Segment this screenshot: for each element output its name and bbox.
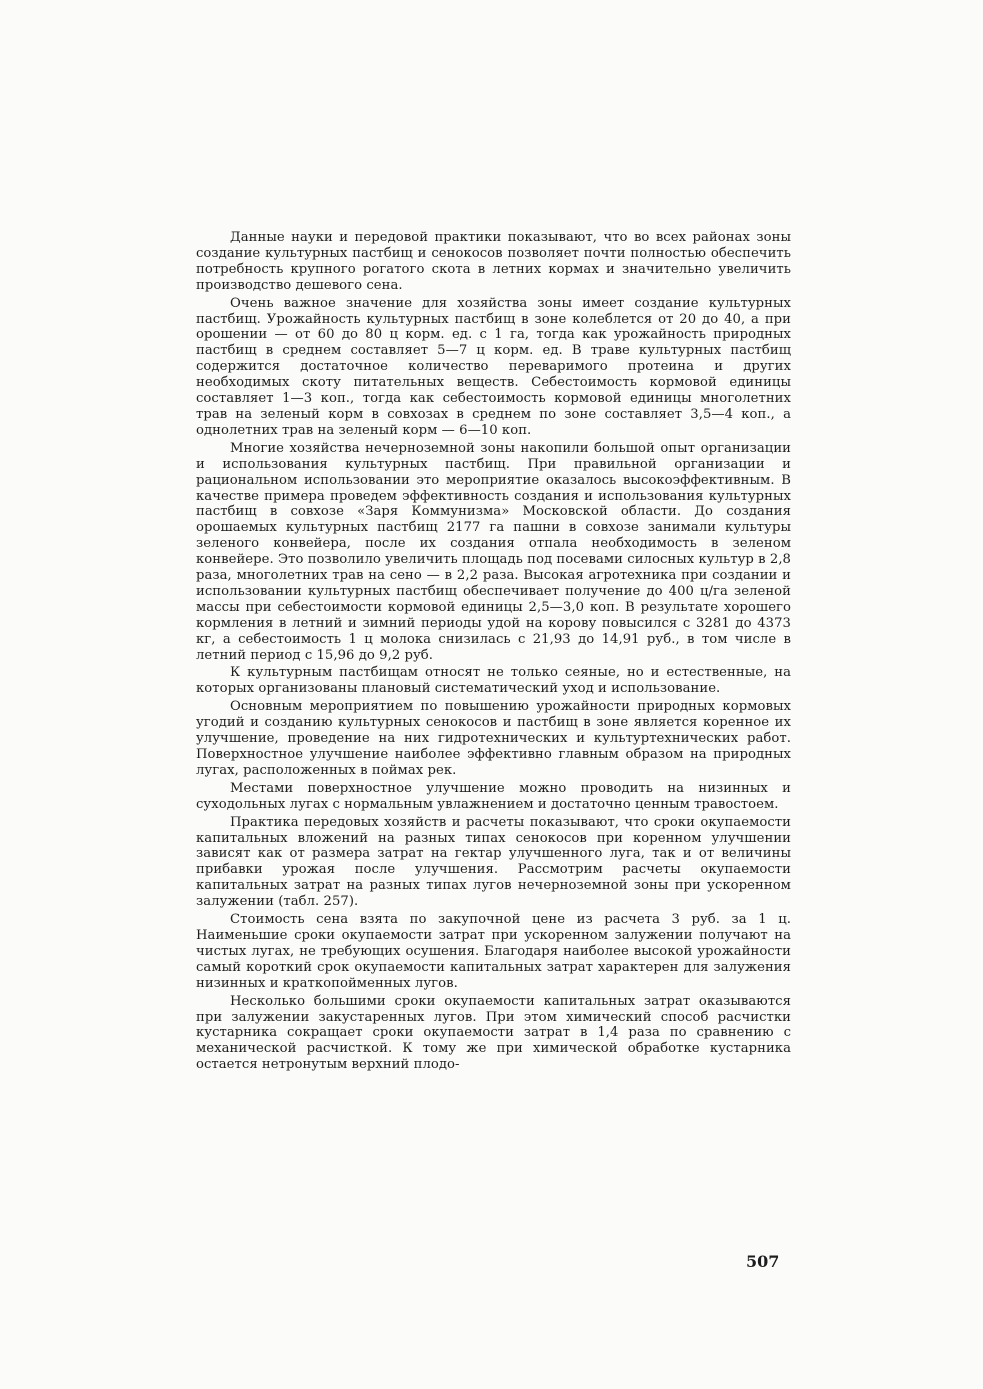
body-text [196,230,791,1075]
paragraph: К культурным пастбищам относят не только сеяные, но и естественные, на которых организованы плановый систематический уход и использование. [196,665,791,697]
paragraph: Многие хозяйства нечерноземной зоны накопили большой опыт организации и использования культурных пастбищ. При правильной организации и рациональном использовании это мероприятие оказалось высокоэффективным. В качестве примера проведем эффективность создания и использования культурных пастбищ в совхозе «Заря Коммунизма» Московской области. До создания орошаемых культурных пастбищ 2177 га пашни в совхозе занимали культуры зеленого конвейера, после их создания отпала необходимость в зеленом конвейере. Это позволило увеличить площадь под посевами силосных культур в 2,8 раза, многолетних трав на сено — в 2,2 раза. Высокая агротехника при создании и использовании культурных пастбищ обеспечивает получение до 400 ц/га зеленой массы при себестоимости кормовой единицы 2,5—3,0 коп. В результате хорошего кормления в летний и зимний периоды удой на корову повысился с 3281 до 4373 кг, а себестоимость 1 ц молока снизилась с 21,93 до 14,91 руб., в том числе в летний период с 15,96 до 9,2 руб. [196,440,791,663]
paragraph: Практика передовых хозяйств и расчеты показывают, что сроки окупаемости капитальных вложений на разных типах сенокосов при коренном улучшении зависят как от размера затрат на гектар улучшенного луга, так и от величины прибавки урожая после улучшения. Рассмотрим расчеты окупаемости капитальных затрат на разных типах лугов нечерноземной зоны при ускоренном залужении (табл. 257). [196,814,791,910]
paragraph: Основным мероприятием по повышению урожайности природных кормовых угодий и созданию культурных сенокосов и пастбищ в зоне является коренное их улучшение, проведение на них гидротехнических и культуртехнических работ. Поверхностное улучшение наиболее эффективно главным образом на природных лугах, расположенных в поймах рек. [196,699,791,778]
page-number: 507 [746,1252,780,1271]
paragraph: Стоимость сена взята по закупочной цене из расчета 3 руб. за 1 ц. Наименьшие сроки окупаемости затрат при ускоренном залужении получают на чистых лугах, не требующих осушения. Благодаря наиболее высокой урожайности самый короткий срок окупаемости капитальных затрат характерен для залужения низинных и краткопойменных лугов. [196,912,791,991]
paragraph: Местами поверхностное улучшение можно проводить на низинных и суходольных лугах с нормальным увлажнением и достаточно ценным травостоем. [196,780,791,812]
paragraph: Данные науки и передовой практики показывают, что во всех районах зоны создание культурных пастбищ и сенокосов позволяет почти полностью обеспечить потребность крупного рогатого скота в летних кормах и значительно увеличить производство дешевого сена. [196,230,791,293]
paragraph: Очень важное значение для хозяйства зоны имеет создание культурных пастбищ. Урожайность культурных пастбищ в зоне колеблется от 20 до 40, а при орошении — от 60 до 80 ц корм. ед. с 1 га, тогда как урожайность природных пастбищ в среднем составляет 5—7 ц корм. ед. В траве культурных пастбищ содержится достаточное количество переваримого протеина и других необходимых скоту питательных веществ. Себестоимость кормовой единицы составляет 1—3 коп., тогда как себестоимость кормовой единицы многолетних трав на зеленый корм в совхозах в среднем по зоне составляет 3,5—4 коп., а однолетних трав на зеленый корм — 6—10 коп. [196,295,791,438]
paragraph: Несколько большими сроки окупаемости капитальных затрат оказываются при залужении закустаренных лугов. При этом химический способ расчистки кустарника сокращает сроки окупаемости затрат в 1,4 раза по сравнению с механической расчисткой. К тому же при химической обработке кустарника остается нетронутым верхний плодо- [196,993,791,1073]
